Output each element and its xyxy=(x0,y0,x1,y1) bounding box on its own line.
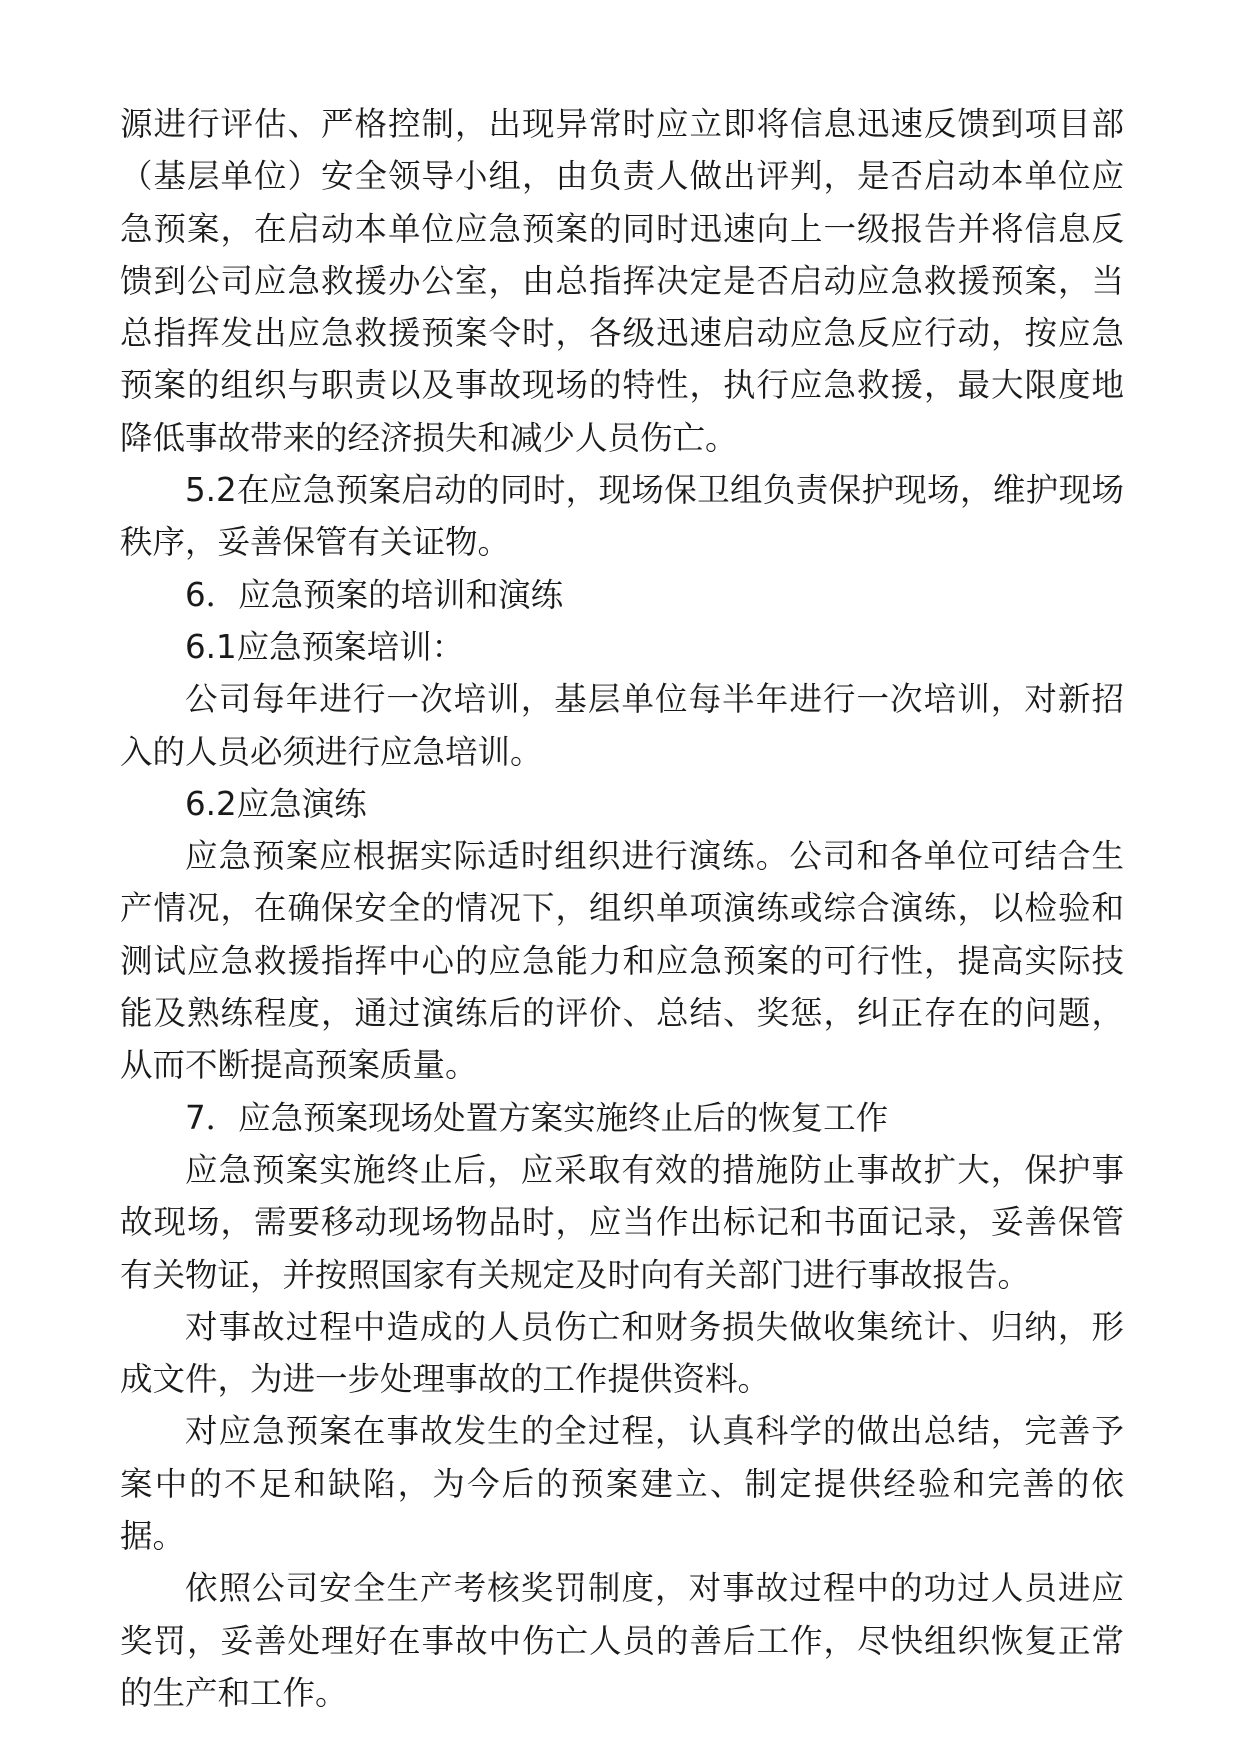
document-body xyxy=(120,98,1124,1719)
paragraph: 5.2在应急预案启动的同时，现场保卫组负责保护现场，维护现场秩序，妥善保管有关证物。 xyxy=(120,471,1124,562)
subsection-heading: 6.1应急预案培训： xyxy=(185,627,465,666)
paragraph: 依照公司安全生产考核奖罚制度，对事故过程中的功过人员进应奖罚，妥善处理好在事故中伤亡人员的善后工作，尽快组织恢复正常的生产和工作。 xyxy=(120,1569,1124,1712)
section-heading: 7．应急预案现场处置方案实施终止后的恢复工作 xyxy=(185,1098,889,1137)
paragraph: 对应急预案在事故发生的全过程，认真科学的做出总结，完善予案中的不足和缺陷，为今后的预案建立、制定提供经验和完善的依据。 xyxy=(120,1412,1124,1556)
subsection-heading: 6.2应急演练 xyxy=(185,784,367,823)
paragraph: 对事故过程中造成的人员伤亡和财务损失做收集统计、归纳，形成文件，为进一步处理事故的工作提供资料。 xyxy=(120,1307,1124,1399)
paragraph: 公司每年进行一次培训，基层单位每半年进行一次培训，对新招入的人员必须进行应急培训。 xyxy=(120,680,1124,771)
paragraph: 应急预案应根据实际适时组织进行演练。公司和各单位可结合生产情况，在确保安全的情况下，组织单项演练或综合演练，以检验和测试应急救援指挥中心的应急能力和应急预案的可行性，提高实际技能及熟练程度，通过演练后的评价、总结、奖惩，纠正存在的问题，从而不断提高预案质量。 xyxy=(120,837,1124,1085)
paragraph: 源进行评估、严格控制，出现异常时应立即将信息迅速反馈到项目部（基层单位）安全领导小组，由负责人做出评判，是否启动本单位应急预案，在启动本单位应急预案的同时迅速向上一级报告并将信息反馈到公司应急救援办公室，由总指挥决定是否启动应急救援预案，当总指挥发出应急救援预案令时，各级迅速启动应急反应行动，按应急预案的组织与职责以及事故现场的特性，执行应急救援，最大限度地降低事故带来的经济损失和减少人员伤亡。 xyxy=(120,105,1124,457)
paragraph: 应急预案实施终止后，应采取有效的措施防止事故扩大，保护事故现场，需要移动现场物品时，应当作出标记和书面记录，妥善保管有关物证，并按照国家有关规定及时向有关部门进行事故报告。 xyxy=(120,1150,1124,1294)
section-heading: 6．应急预案的培训和演练 xyxy=(185,575,564,614)
